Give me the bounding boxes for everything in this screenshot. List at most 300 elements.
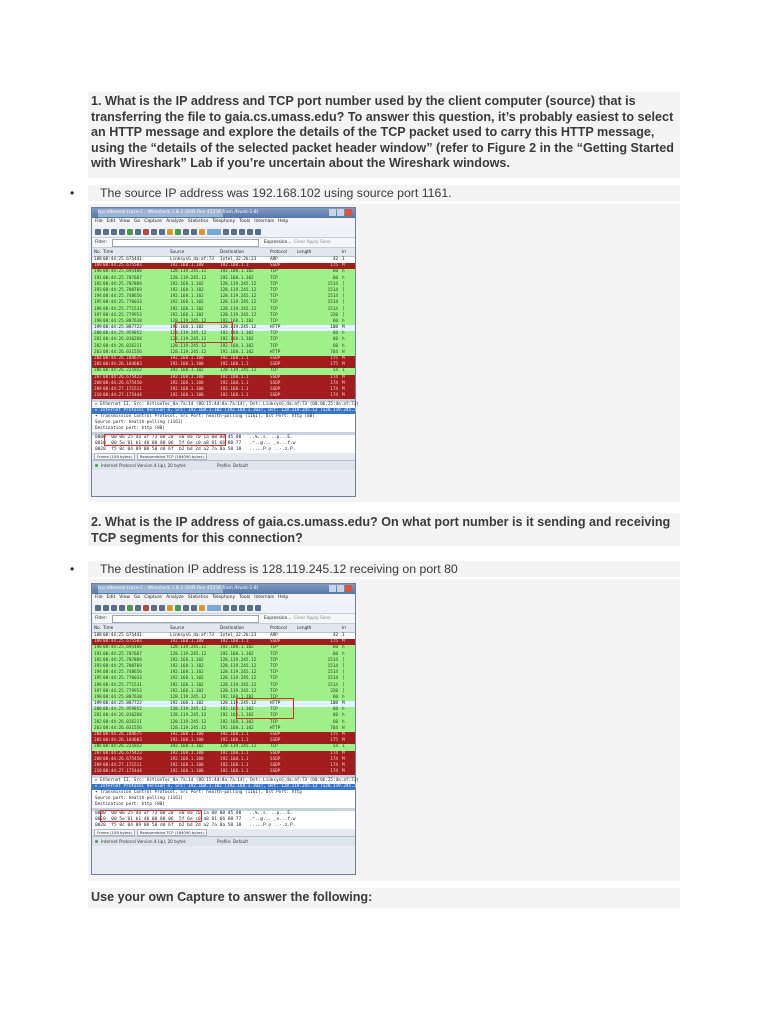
filter-bar — [92, 238, 355, 248]
packet-cell: 192.168.1.102 — [170, 663, 204, 669]
status-text: Internet Protocol Version 4 (ip), 20 bytes — [101, 463, 186, 469]
menu-item: Help — [277, 219, 289, 224]
toolbar-icon — [239, 605, 245, 611]
toolbar-icon — [183, 605, 189, 611]
packet-cell: 128.119.245.12 — [170, 331, 207, 337]
hex-line: 0020 f5 0c 04 89 00 50 dd 6f b2 bd 2d a2 7a 8a 50 18 .....P.o ..-.z.P. — [95, 823, 296, 829]
packet-cell: ARP — [270, 633, 278, 638]
packet-cell: 192.168.1.1 — [220, 356, 249, 361]
packet-cell: 208 — [94, 756, 102, 762]
packet-cell: h — [342, 651, 345, 657]
column-header: In — [342, 249, 346, 254]
packet-cell: SSDP — [270, 639, 281, 645]
packet-cell: 1 — [342, 368, 345, 374]
packet-cell: 204 — [94, 732, 102, 737]
packet-cell: 192.168.1.1 — [220, 750, 249, 756]
menu-item: View — [119, 595, 130, 600]
packet-cell: 192.168.1.102 — [220, 343, 254, 349]
packet-cell: SSDP — [270, 380, 281, 386]
packet-cell: 194 — [94, 294, 102, 300]
packet-cell: 60 — [332, 337, 338, 343]
answer-1-text: The source IP address was 192.168.102 using source port 1161. — [88, 185, 680, 201]
packet-cell: M — [342, 325, 345, 331]
menu-item: Internals — [254, 219, 274, 224]
packet-cell: 195 — [94, 300, 102, 306]
toolbar-icon — [111, 229, 117, 235]
packet-cell: 1514 — [327, 287, 338, 293]
packet-cell: h — [342, 269, 345, 275]
packet-cell: M — [342, 393, 345, 399]
window-controls — [329, 585, 352, 592]
packet-cell: 192.168.1.100 — [170, 393, 204, 399]
packet-cell: 174 — [330, 762, 338, 768]
packet-cell: 192.168.1.102 — [170, 657, 204, 663]
packet-cell: M — [342, 380, 345, 386]
packet-cell: 1514 — [327, 670, 338, 676]
detail-line: ▾ Transmission Control Protocol, Src Port: health-polling (1161), Dst Port: http (80) — [95, 414, 315, 420]
packet-cell: SSDP — [270, 732, 281, 737]
packet-cell: 192.168.1.102 — [220, 707, 254, 713]
packet-cell: 08:44:25.887638 — [103, 694, 142, 700]
packet-cell: M — [342, 639, 345, 645]
column-header: Length — [297, 249, 312, 254]
packet-cell: M — [342, 756, 345, 762]
packet-list-header — [92, 624, 355, 633]
packet-row — [92, 769, 355, 775]
column-header: Time — [103, 249, 114, 254]
packet-cell: 08:44:25.675503 — [103, 639, 142, 645]
packet-cell: 192.168.1.100 — [170, 374, 204, 380]
byte-tabs — [92, 453, 355, 460]
packet-cell: 08:44:26.675423 — [103, 374, 142, 380]
packet-cell: 175 — [330, 738, 338, 744]
packet-cell: TCP — [270, 663, 278, 669]
packet-cell: 192.168.1.1 — [220, 732, 249, 737]
toolbar-icon — [135, 229, 141, 235]
question-2: 2. What is the IP address of gaia.cs.umass.edu? On what port number is it sending and receiving TCP segments for this connection? — [88, 513, 680, 546]
packet-cell: 784 — [330, 349, 338, 355]
packet-cell: 42 — [332, 633, 338, 638]
packet-cell: TCP — [270, 306, 278, 312]
toolbar-icon — [159, 605, 165, 611]
packet-cell: SSDP — [270, 393, 281, 399]
packet-cell: 175 — [330, 263, 338, 269]
packet-cell: 192.168.1.102 — [170, 325, 204, 331]
packet-cell: 320 — [330, 688, 338, 694]
menu-item: File — [95, 219, 103, 224]
packet-cell: 192.168.1.100 — [170, 356, 204, 361]
packet-cell: TCP — [270, 312, 278, 318]
packet-cell: 192.168.1.1 — [220, 386, 249, 392]
packet-cell: 192.168.1.1 — [220, 362, 249, 368]
packet-cell: 175 — [330, 732, 338, 737]
packet-cell: 08:44:26.221922 — [103, 744, 142, 750]
toolbar-icon — [111, 605, 117, 611]
packet-cell: 08:44:27.175444 — [103, 769, 142, 775]
packet-cell: 207 — [94, 374, 102, 380]
toolbar-icon — [167, 605, 173, 611]
packet-cell: 193 — [94, 287, 102, 293]
packet-cell: 08:44:25.707889 — [103, 281, 142, 287]
packet-cell: TCP — [270, 657, 278, 663]
packet-cell: Intel_32:2b:23 — [220, 633, 257, 638]
column-header: Source — [170, 249, 185, 254]
packet-cell: 192.168.1.100 — [170, 362, 204, 368]
packet-cell: 128.119.245.12 — [170, 337, 207, 343]
packet-cell: 192.168.1.102 — [220, 725, 254, 731]
packet-cell: 174 — [330, 756, 338, 762]
packet-cell: M — [342, 738, 345, 744]
packet-cell: TCP — [270, 368, 278, 374]
packet-cell: TCP — [270, 707, 278, 713]
detail-line: ▸ Internet Protocol Version 4, Src: 192.168.1.102 (192.168.1.102), Dst: 128.119.245.12 (128.119.245.12) — [92, 408, 355, 414]
packet-cell: TCP — [270, 676, 278, 682]
filter-label: Filter: — [95, 616, 108, 621]
packet-cell: [ — [342, 300, 345, 306]
packet-cell: 08:44:26.016268 — [103, 337, 142, 343]
menu-item: Capture — [144, 219, 163, 224]
packet-cell: 60 — [332, 713, 338, 719]
packet-cell: 08:44:26.031556 — [103, 349, 142, 355]
packet-cell: TCP — [270, 670, 278, 676]
close-icon — [345, 585, 352, 592]
packet-cell: 206 — [94, 744, 102, 750]
toolbar-icon — [119, 605, 125, 611]
packet-cell: 188 — [94, 257, 102, 262]
packet-cell: 60 — [332, 707, 338, 713]
toolbar-icon — [255, 229, 261, 235]
packet-cell: 128.119.245.12 — [170, 343, 207, 349]
packet-cell: [ — [342, 688, 345, 694]
maximize-icon — [337, 585, 344, 592]
packet-cell: 128.119.245.12 — [170, 694, 207, 700]
detail-line: Source port: health-polling (1161) — [95, 796, 183, 802]
packet-cell: 08:44:25.770033 — [103, 300, 142, 306]
packet-cell: M — [342, 732, 345, 737]
packet-cell: M — [342, 750, 345, 756]
hex-line: 0010 00 5e 01 b1 40 00 80 06 5f 6e c0 a8 01 66 80 77 .^..@... _n...f.w — [95, 441, 296, 447]
packet-cell: 128.119.245.12 — [220, 312, 257, 318]
packet-cell: 192.168.1.1 — [220, 380, 249, 386]
packet-cell: 128.119.245.12 — [220, 676, 257, 682]
packet-cell: 192.168.1.100 — [170, 639, 204, 645]
packet-cell: 196 — [94, 306, 102, 312]
packet-cell: 174 — [330, 386, 338, 392]
toolbar-icon — [191, 605, 197, 611]
menu-item: Internals — [254, 595, 274, 600]
column-header: Protocol — [270, 249, 287, 254]
filter-bar — [92, 614, 355, 624]
packet-cell: 128.119.245.12 — [170, 269, 207, 275]
toolbar-icon — [199, 605, 205, 611]
packet-cell: SSDP — [270, 762, 281, 768]
packet-cell: 197 — [94, 688, 102, 694]
detail-line: Destination port: http (80) — [95, 802, 165, 808]
packet-cell: 192.168.1.102 — [170, 682, 204, 688]
packet-cell: h — [342, 713, 345, 719]
packet-cell: 192.168.1.100 — [170, 732, 204, 737]
packet-cell: 1514 — [327, 682, 338, 688]
packet-cell: 08:44:26.031556 — [103, 725, 142, 731]
packet-cell: 08:44:26.184683 — [103, 362, 142, 368]
menu-item: Statistics — [187, 595, 209, 600]
packet-cell: 207 — [94, 750, 102, 756]
packet-cell: M — [342, 263, 345, 269]
toolbar-icon — [223, 229, 229, 235]
answer-1 — [70, 185, 680, 201]
menu-bar — [92, 218, 355, 226]
packet-cell: 192.168.1.102 — [170, 701, 204, 707]
packet-cell: 192.168.1.102 — [170, 744, 204, 750]
question-1: 1. What is the IP address and TCP port number used by the client computer (source) that is transferring the file to gaia.cs.umass.edu? To answer this question, it’s probably easiest to select an HTTP message and explore the details of the TCP packet used to carry this HTTP message, using the “details of the selected packet header window” (refer to Figure 2 in the “Getting Started with Wireshark” Lab if you’re uncertain about the Wireshark windows. — [88, 92, 680, 178]
menu-item: File — [95, 595, 103, 600]
packet-cell: 128.119.245.12 — [220, 688, 257, 694]
highlight-box — [175, 322, 233, 343]
packet-cell: 192.168.1.102 — [170, 312, 204, 318]
minimize-icon — [329, 585, 336, 592]
toolbar-icon — [151, 605, 157, 611]
packet-cell: 192.168.1.100 — [170, 380, 204, 386]
packet-cell: 200 — [94, 331, 102, 337]
column-header: No. — [94, 625, 101, 630]
packet-list-header — [92, 248, 355, 257]
toolbar-icon — [191, 229, 197, 235]
maximize-icon — [337, 209, 344, 216]
packet-cell: 193 — [94, 663, 102, 669]
packet-cell: 128.119.245.12 — [170, 275, 207, 281]
packet-cell: 174 — [330, 769, 338, 775]
packet-cell: M — [342, 762, 345, 768]
packet-cell: 1514 — [327, 294, 338, 300]
packet-cell: 210 — [94, 393, 102, 399]
packet-cell: 192.168.1.102 — [220, 645, 254, 651]
packet-cell: 1 — [342, 257, 345, 262]
packet-cell: 128.119.245.12 — [220, 287, 257, 293]
packet-cell: 08:44:25.771531 — [103, 306, 142, 312]
packet-cell: 175 — [330, 639, 338, 645]
packet-cell: 192.168.1.102 — [220, 651, 254, 657]
packet-cell: 198 — [94, 318, 102, 324]
packet-cell: [ — [342, 670, 345, 676]
packet-cell: TCP — [270, 694, 278, 700]
detail-line: ▸ Internet Protocol Version 4, Src: 192.168.1.102 (192.168.1.102), Dst: 128.119.245.12 (128.119.245.12) — [92, 784, 355, 790]
toolbar-icon — [151, 229, 157, 235]
packet-cell: 128.119.245.12 — [220, 663, 257, 669]
packet-cell: 192.168.1.102 — [170, 368, 204, 374]
answer-2-text: The destination IP address is 128.119.245.12 receiving on port 80 — [88, 561, 680, 577]
packet-cell: 54 — [332, 744, 338, 750]
packet-cell: 08:44:26.675423 — [103, 750, 142, 756]
packet-cell: M — [342, 374, 345, 380]
expression-button: Expression... — [264, 616, 292, 621]
packet-cell: [ — [342, 312, 345, 318]
packet-cell: 08:44:26.184683 — [103, 738, 142, 744]
packet-cell: ARP — [270, 257, 278, 262]
packet-cell: TCP — [270, 331, 278, 337]
packet-cell: 128.119.245.12 — [220, 281, 257, 287]
packet-cell: SSDP — [270, 263, 281, 269]
toolbar-icon — [119, 229, 125, 235]
packet-cell: TCP — [270, 337, 278, 343]
packet-cell: 174 — [330, 393, 338, 399]
filter-input — [112, 615, 259, 623]
packet-cell: 192.168.1.100 — [170, 762, 204, 768]
packet-cell: TCP — [270, 269, 278, 275]
packet-cell: 08:44:25.771531 — [103, 682, 142, 688]
packet-cell: 08:44:25.695400 — [103, 269, 142, 275]
packet-cell: 189 — [94, 639, 102, 645]
packet-cell: h — [342, 331, 345, 337]
toolbar-icon — [199, 229, 205, 235]
packet-cell: 60 — [332, 343, 338, 349]
toolbar-icon — [255, 605, 261, 611]
packet-cell: 108 — [330, 701, 338, 707]
packet-cell: HTTP — [270, 325, 281, 331]
byte-tab: Frame (108 bytes) — [94, 829, 135, 836]
column-header: Destination — [220, 249, 245, 254]
packet-cell: 192.168.1.100 — [170, 750, 204, 756]
packet-cell: 203 — [94, 725, 102, 731]
menu-item: View — [119, 219, 130, 224]
bullet: • — [70, 186, 75, 200]
toolbar-icon — [95, 229, 101, 235]
packet-cell: 204 — [94, 356, 102, 361]
packet-cell: 108 — [330, 325, 338, 331]
packet-cell: 192.168.1.102 — [170, 306, 204, 312]
packet-cell: h — [342, 318, 345, 324]
byte-tab: Reassembled TCP (164090 bytes) — [137, 453, 207, 460]
toolbar-icon — [135, 605, 141, 611]
toolbar — [92, 602, 355, 614]
packet-cell: HTTP — [270, 725, 281, 731]
menu-item: Capture — [144, 595, 163, 600]
detail-line: ▸ Ethernet II, Src: ActionTec_8a:7a:14 (00:15:4d:8a:7a:14), Dst: LinksysG_da:af:73 (00:06:25:da:af:73) — [95, 778, 359, 784]
packet-cell: SSDP — [270, 374, 281, 380]
packet-cell: [ — [342, 663, 345, 669]
menu-item: Telephony — [212, 219, 236, 224]
packet-cell: [ — [342, 306, 345, 312]
packet-cell: 08:44:25.675441 — [103, 633, 142, 638]
packet-cell: 128.119.245.12 — [220, 682, 257, 688]
packet-cell: 08:44:25.695400 — [103, 645, 142, 651]
packet-cell: TCP — [270, 744, 278, 750]
detail-line: ▾ Transmission Control Protocol, Src Port: health-polling (1161), Dst Port: http — [95, 790, 302, 796]
toolbar-icon — [167, 229, 173, 235]
packet-cell: 784 — [330, 725, 338, 731]
profile-text: Profile: Default — [217, 463, 249, 469]
packet-cell: 192.168.1.100 — [170, 738, 204, 744]
packet-cell: 192.168.1.100 — [170, 263, 204, 269]
packet-cell: 60 — [332, 719, 338, 725]
packet-cell: 192.168.1.102 — [220, 269, 254, 275]
packet-cell: 128.119.245.12 — [220, 670, 257, 676]
packet-cell: 174 — [330, 380, 338, 386]
toolbar-icon — [223, 605, 229, 611]
packet-cell: 192.168.1.100 — [170, 769, 204, 775]
packet-cell: 08:44:25.675503 — [103, 263, 142, 269]
packet-cell: TCP — [270, 281, 278, 287]
packet-cell: M — [342, 356, 345, 361]
packet-cell: 200 — [94, 707, 102, 713]
status-icon — [95, 840, 98, 843]
title-bar — [92, 584, 355, 594]
packet-cell: h — [342, 337, 345, 343]
packet-cell: SSDP — [270, 356, 281, 361]
packet-cell: 128.119.245.12 — [170, 725, 207, 731]
hex-line: 0010 00 5e 01 b1 40 00 80 06 5f 6e c0 a8 01 66 80 77 .^..@... _n...f.w — [95, 817, 296, 823]
packet-cell: 08:44:25.708769 — [103, 663, 142, 669]
packet-cell: 08:44:26.221922 — [103, 368, 142, 374]
toolbar-icon — [231, 229, 237, 235]
byte-tab: Reassembled TCP (164090 bytes) — [137, 829, 207, 836]
window-title: tcp-ethereal-trace-1 - Wireshark 1.8.3 (SVN Rev 45256 from /trunk-1.8) — [98, 210, 259, 215]
detail-line: ▸ Ethernet II, Src: ActionTec_8a:7a:14 (00:15:4d:8a:7a:14), Dst: LinksysG_da:af:73 (00:06:25:da:af:73) — [95, 402, 359, 408]
menu-item: Help — [277, 595, 289, 600]
toolbar-icon — [127, 605, 133, 611]
byte-tab: Frame (108 bytes) — [94, 453, 135, 460]
menu-item: Statistics — [187, 219, 209, 224]
packet-cell: 54 — [332, 368, 338, 374]
window-title: tcp-ethereal-trace-1 - Wireshark 1.8.3 (SVN Rev 45256 from /trunk-1.8) — [98, 586, 259, 591]
packet-cell: TCP — [270, 719, 278, 725]
menu-item: Telephony — [212, 595, 236, 600]
packet-cell: h — [342, 275, 345, 281]
packet-cell: 206 — [94, 368, 102, 374]
status-text: Internet Protocol Version 4 (ip), 20 bytes — [101, 839, 186, 845]
packet-cell: M — [342, 769, 345, 775]
packet-cell: 60 — [332, 269, 338, 275]
packet-cell: 08:44:26.016268 — [103, 713, 142, 719]
byte-tabs — [92, 829, 355, 836]
packet-cell: 192.168.1.102 — [170, 294, 204, 300]
menu-item: Edit — [106, 219, 116, 224]
packet-cell: 192.168.1.102 — [220, 275, 254, 281]
packet-cell: SSDP — [270, 750, 281, 756]
toolbar-icon — [183, 229, 189, 235]
packet-cell: 08:44:25.887722 — [103, 701, 142, 707]
packet-cell: 202 — [94, 343, 102, 349]
packet-cell: 128.119.245.12 — [220, 657, 257, 663]
packet-cell: 128.119.245.12 — [170, 707, 207, 713]
column-header: No. — [94, 249, 101, 254]
packet-cell: 209 — [94, 762, 102, 768]
packet-cell: M — [342, 386, 345, 392]
minimize-icon — [329, 209, 336, 216]
filter-links: Clear Apply Save — [294, 240, 331, 245]
packet-cell: 192.168.1.1 — [220, 263, 249, 269]
packet-cell: 08:44:26.184675 — [103, 732, 142, 737]
packet-cell: 191 — [94, 275, 102, 281]
packet-cell: 42 — [332, 257, 338, 262]
packet-cell: 60 — [332, 651, 338, 657]
packet-cell: 08:44:25.707667 — [103, 275, 142, 281]
packet-cell: 08:44:27.171511 — [103, 762, 142, 768]
packet-cell: 192.168.1.102 — [170, 676, 204, 682]
packet-cell: 192.168.1.102 — [220, 694, 254, 700]
packet-cell: 192.168.1.1 — [220, 393, 249, 399]
packet-cell: 08:44:25.748656 — [103, 294, 142, 300]
packet-cell: HTTP — [270, 701, 281, 707]
packet-cell: 201 — [94, 337, 102, 343]
packet-cell: 1514 — [327, 300, 338, 306]
toolbar-icon — [175, 605, 181, 611]
toolbar-icon — [103, 229, 109, 235]
packet-cell: 192.168.1.102 — [220, 713, 254, 719]
toolbar-icon — [143, 229, 149, 235]
packet-cell: 1 — [342, 633, 345, 638]
detail-line: Source port: health-polling (1161) — [95, 420, 183, 426]
packet-cell: 192.168.1.102 — [220, 331, 254, 337]
